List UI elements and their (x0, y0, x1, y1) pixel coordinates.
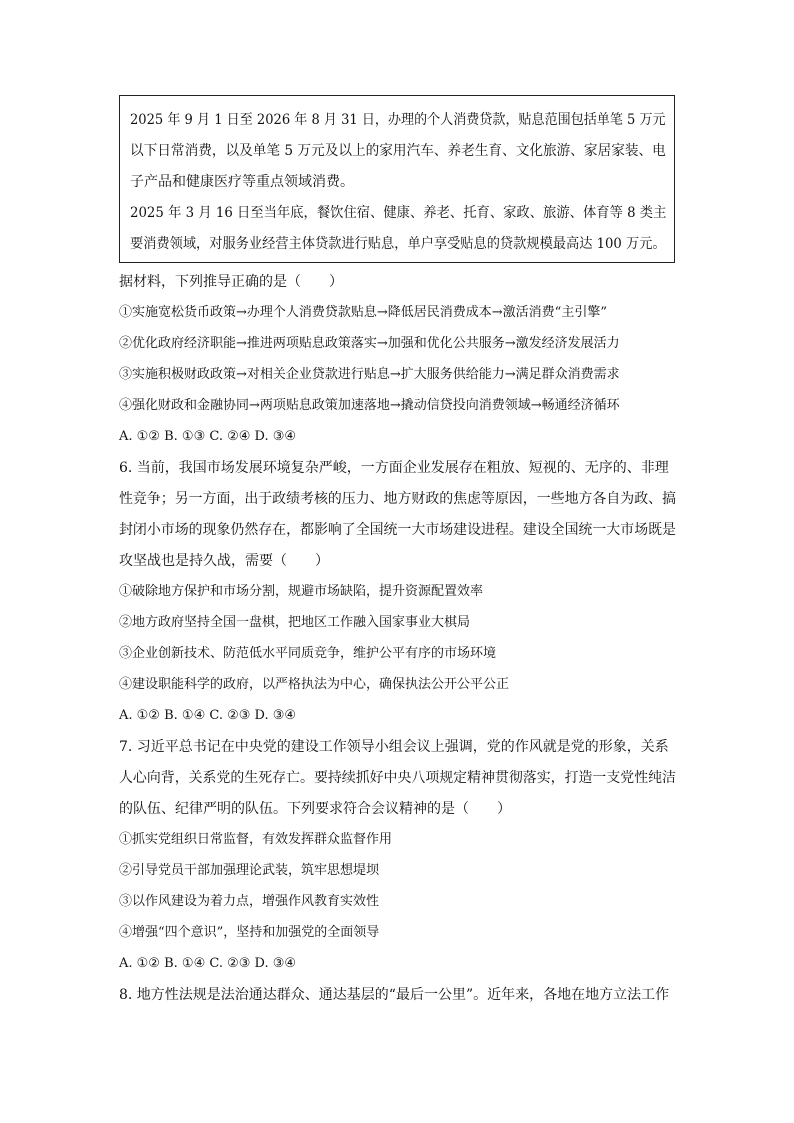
material-line: 要消费领域，对服务业经营主体贷款进行贴息，单户享受贴息的贷款规模最高达 100 万元。 (130, 236, 666, 252)
q6-item: ④建设职能科学的政府，以严格执法为中心，确保执法公开公平公正 (119, 677, 510, 692)
q6-stem-line: 6. 当前，我国市场发展环境复杂严峻，一方面企业发展存在粗放、短视的、无序的、非理 (119, 460, 669, 476)
q7-stem-line: 的队伍、纪律严明的队伍。下列要求符合会议精神的是（ ） (119, 801, 511, 817)
q6-stem-line: 封闭小市场的现象仍然存在，都影响了全国统一大市场建设进程。建设全国统一大市场既是 (119, 522, 676, 538)
q6-item: ③企业创新技术、防范低水平同质竞争，维护公平有序的市场环境 (119, 646, 497, 661)
q5-item: ④强化财政和金融协同→两项贴息政策加速落地→撬动信贷投向消费领域→畅通经济循环 (119, 398, 620, 413)
q8-stem-line: 8. 地方性法规是法治通达群众、通达基层的“最后一公里”。近年来，各地在地方立法工作 (119, 987, 670, 1003)
q6-choices: A. ①② B. ①④ C. ②③ D. ③④ (119, 708, 297, 723)
q5-item: ③实施积极财政政策→对相关企业贷款进行贴息→扩大服务供给能力→满足群众消费需求 (119, 367, 620, 382)
q6-item: ①破除地方保护和市场分割，规避市场缺陷，提升资源配置效率 (119, 584, 484, 599)
material-line: 子产品和健康医疗等重点领域消费。 (130, 174, 354, 190)
q5-item: ①实施宽松货币政策→办理个人消费贷款贴息→降低居民消费成本→激活消费“主引擎” (119, 305, 607, 320)
material-line: 2025 年 3 月 16 日至当年底，餐饮住宿、健康、养老、托育、家政、旅游、体育等 8 类主 (130, 205, 667, 221)
material-line: 以下日常消费，以及单笔 5 万元及以上的家用汽车、养老生育、文化旅游、家居家装、电 (130, 143, 666, 159)
q7-item: ④增强“四个意识”，坚持和加强党的全面领导 (119, 925, 380, 940)
q7-stem-line: 7. 习近平总书记在中央党的建设工作领导小组会议上强调，党的作风就是党的形象，关系 (119, 739, 669, 755)
q6-stem-line: 性竞争；另一方面，出于政绩考核的压力、地方财政的焦虑等原因，一些地方各自为政、搞 (119, 491, 676, 507)
q7-stem-line: 人心向背，关系党的生死存亡。要持续抓好中央八项规定精神贯彻落实，打造一支党性纯洁 (119, 770, 676, 786)
q5-stem: 据材料，下列推导正确的是（ ） (119, 274, 343, 290)
q5-item: ②优化政府经济职能→推进两项贴息政策落实→加强和优化公共服务→激发经济发展活力 (119, 336, 620, 351)
q5-choices: A. ①② B. ①③ C. ②④ D. ③④ (119, 429, 297, 444)
material-line: 2025 年 9 月 1 日至 2026 年 8 月 31 日，办理的个人消费贷款，贴息范围包括单笔 5 万元 (130, 112, 666, 128)
q7-choices: A. ①② B. ①④ C. ②③ D. ③④ (119, 956, 297, 971)
q6-stem-line: 攻坚战也是持久战，需要（ ） (119, 553, 329, 569)
q6-item: ②地方政府坚持全国一盘棋，把地区工作融入国家事业大棋局 (119, 615, 471, 630)
q7-item: ①抓实党组织日常监督，有效发挥群众监督作用 (119, 832, 393, 847)
q7-item: ②引导党员干部加强理论武装，筑牢思想堤坝 (119, 863, 380, 878)
q7-item: ③以作风建设为着力点，增强作风教育实效性 (119, 894, 380, 909)
